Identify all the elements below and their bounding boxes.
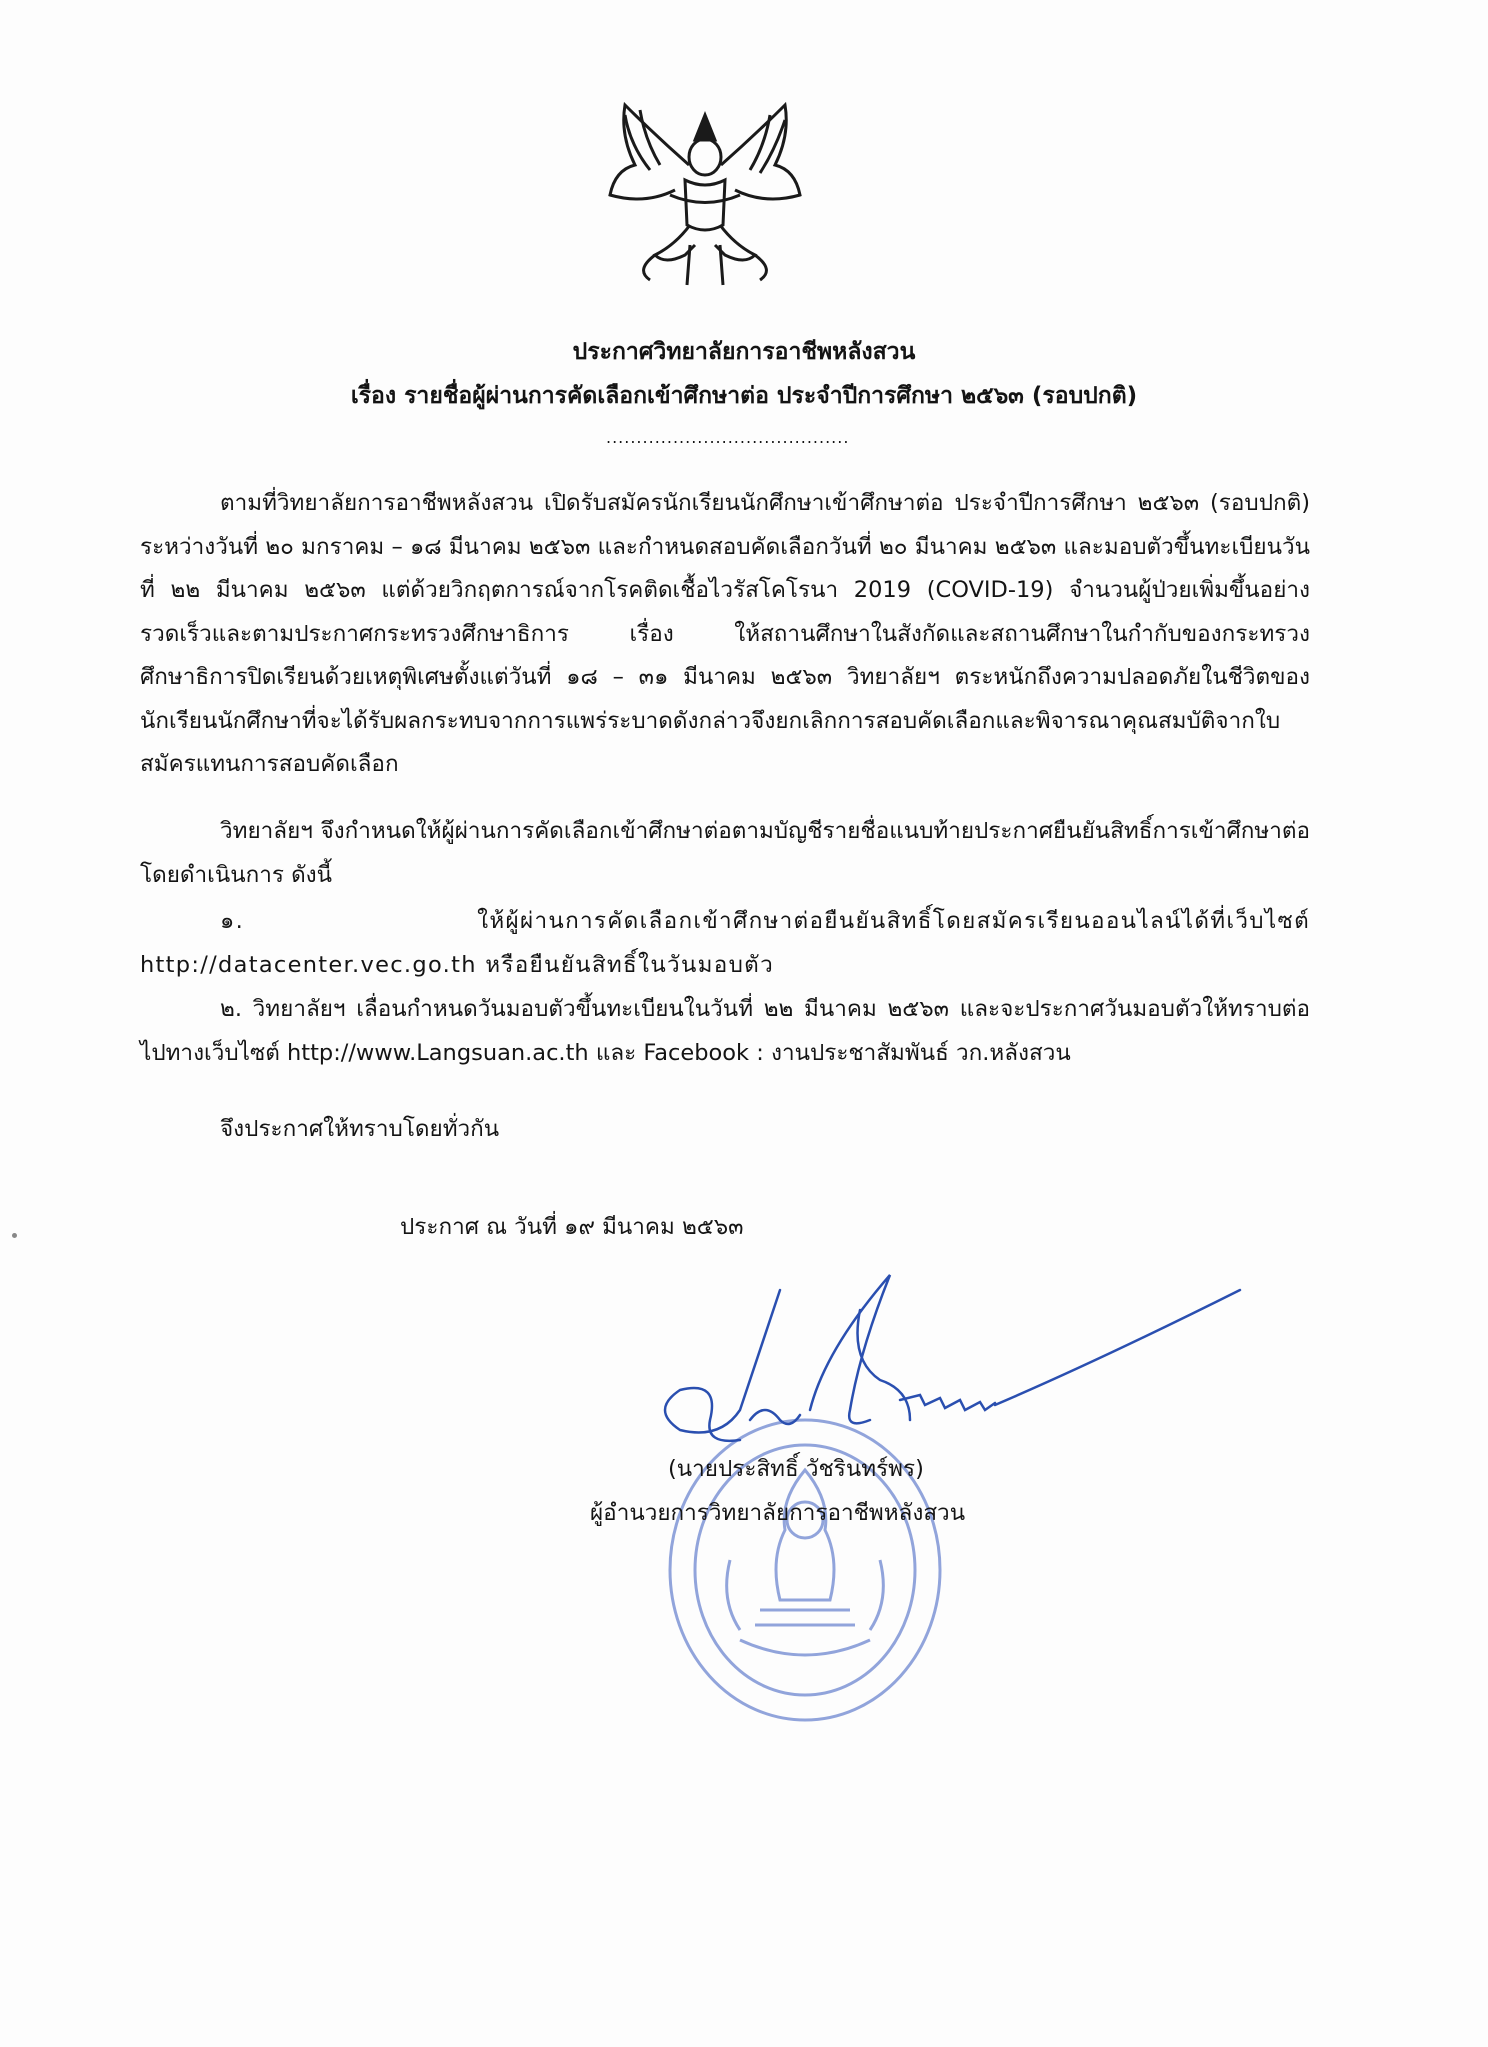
list-item-1: ๑. ให้ผู้ผ่านการคัดเลือกเข้าศึกษาต่อยืนยันสิทธิ์โดยสมัครเรียนออนไลน์ได้ที่เว็บไซต์ http://datacenter.vec.go.th หรือยืนยันสิทธิ์ในวันมอบตัว: [140, 908, 1310, 978]
signatory-name: (นายประสิทธิ์ วัชรินทร์พร): [668, 1456, 924, 1482]
body-paragraph-2: วิทยาลัยฯ จึงกำหนดให้ผู้ผ่านการคัดเลือกเข้าศึกษาต่อตามบัญชีรายชื่อแนบท้ายประกาศยืนยันสิทธิ์การเข้าศึกษาต่อโดยดำเนินการ ดังนี้: [140, 818, 1310, 888]
scan-speck: [12, 1233, 17, 1238]
document-subject: เรื่อง รายชื่อผู้ผ่านการคัดเลือกเข้าศึกษาต่อ ประจำปีการศึกษา ๒๕๖๓ (รอบปกติ): [350, 383, 1138, 409]
handwritten-signature: [650, 1270, 1250, 1470]
closing-announcement: จึงประกาศให้ทราบโดยทั่วกัน: [220, 1116, 500, 1142]
body-paragraph-1: ตามที่วิทยาลัยการอาชีพหลังสวน เปิดรับสมัครนักเรียนนักศึกษาเข้าศึกษาต่อ ประจำปีการศึกษา ๒๕๖๓ (รอบปกติ) ระหว่างวันที่ ๒๐ มกราคม – ๑๘ มีนาคม ๒๕๖๓ และกำหนดสอบคัดเลือกวันที่ ๒๐ มีนาคม ๒๕๖๓ และมอบตัวขึ้นทะเบียนวันที่ ๒๒ มีนาคม ๒๕๖๓ แต่ด้วยวิกฤตการณ์จากโรคติดเชื้อไวรัสโคโรนา 2019 (COVID-19) จำนวนผู้ป่วยเพิ่มขึ้นอย่างรวดเร็วและตามประกาศกระทรวงศึกษาธิการ เรื่อง ให้สถานศึกษาในสังกัดและสถานศึกษาในกำกับของกระทรวงศึกษาธิการปิดเรียนด้วยเหตุพิเศษตั้งแต่วันที่ ๑๘ – ๓๑ มีนาคม ๒๕๖๓ วิทยาลัยฯ ตระหนักถึงความปลอดภัยในชีวิตของนักเรียนนักศึกษาที่จะได้รับผลกระทบจากการแพร่ระบาดดังกล่าวจึงยกเลิกการสอบคัดเลือกและพิจารณาคุณสมบัติจากใบสมัครแทนการสอบคัดเลือก: [140, 490, 1310, 777]
list-item-2: ๒. วิทยาลัยฯ เลื่อนกำหนดวันมอบตัวขึ้นทะเบียนในวันที่ ๒๒ มีนาคม ๒๕๖๓ และจะประกาศวันมอบตัวให้ทราบต่อไปทางเว็บไซต์ http://www.Langsuan.ac.th และ Facebook : งานประชาสัมพันธ์ วก.หลังสวน: [140, 996, 1310, 1066]
separator-line: ........................................: [606, 428, 850, 447]
garuda-emblem: [595, 95, 815, 295]
announcement-date: ประกาศ ณ วันที่ ๑๙ มีนาคม ๒๕๖๓: [400, 1214, 744, 1240]
document-title: ประกาศวิทยาลัยการอาชีพหลังสวน: [572, 339, 916, 365]
signatory-position: ผู้อำนวยการวิทยาลัยการอาชีพหลังสวน: [590, 1500, 966, 1526]
